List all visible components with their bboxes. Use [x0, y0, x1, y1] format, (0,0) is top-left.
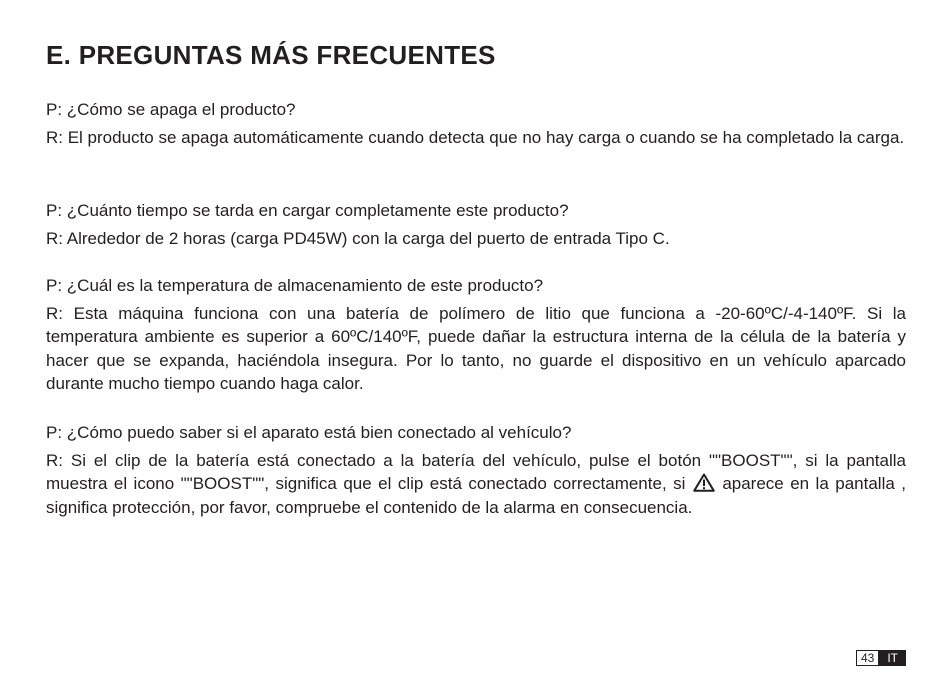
faq-question: P: ¿Cómo puedo saber si el aparato está bien conectado al vehículo? — [46, 423, 572, 442]
page-title: E. PREGUNTAS MÁS FRECUENTES — [46, 40, 496, 70]
faq-item — [46, 98, 906, 149]
page-footer — [856, 650, 906, 666]
faq-question: P: ¿Cuánto tiempo se tarda en cargar completamente este producto? — [46, 201, 569, 220]
faq-item — [46, 199, 906, 250]
faq-answer-text: aparece en la pantalla , significa protección, por favor, compruebe el contenido de la alarma en consecuencia. — [46, 474, 906, 517]
warning-triangle-icon — [693, 473, 715, 492]
faq-item — [46, 274, 906, 396]
faq-answer-text: R: Si el clip de la batería está conectado a la batería del vehículo, pulse el botón ""BOOST"", si la pantalla muestra el icono ""BOOST"", significa que el clip está conectado correctamente, si — [46, 450, 906, 493]
faq-answer: R: Alrededor de 2 horas (carga PD45W) con la carga del puerto de entrada Tipo C. — [46, 228, 670, 248]
faq-item — [46, 421, 906, 519]
faq-answer — [46, 449, 906, 520]
language-code: IT — [879, 650, 906, 666]
faq-answer: R: Esta máquina funciona con una batería de polímero de litio que funciona a -20-60ºC/-4-140ºF. Si la temperatura ambiente es superior a 60ºC/140ºF, puede dañar la estructura interna de la célula de la batería y hacer que se expanda, haciéndola insegura. Por lo tanto, no guarde el dispositivo en un vehículo aparcado durante mucho tiempo cuando haga calor. — [46, 303, 906, 393]
faq-question: P: ¿Cómo se apaga el producto? — [46, 100, 296, 119]
faq-answer: R: El producto se apaga automáticamente cuando detecta que no hay carga o cuando se ha completado la carga. — [46, 127, 905, 147]
page-number: 43 — [856, 650, 879, 666]
faq-question: P: ¿Cuál es la temperatura de almacenamiento de este producto? — [46, 276, 544, 295]
